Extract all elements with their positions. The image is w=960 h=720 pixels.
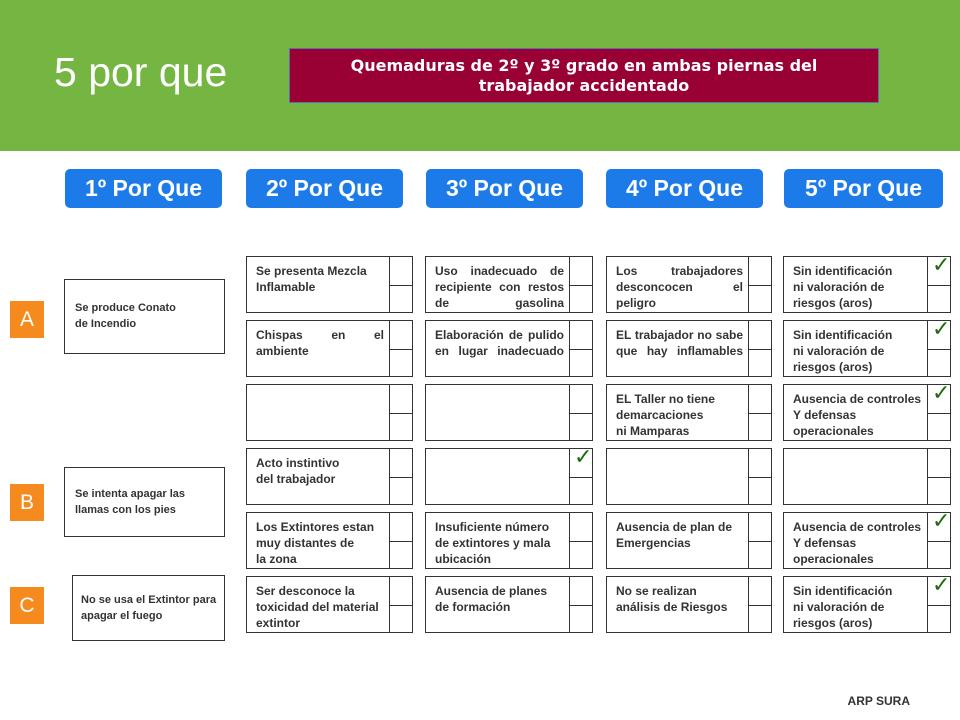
verification-square	[748, 384, 772, 414]
verification-square	[569, 605, 593, 634]
cause-cell-c3	[425, 448, 570, 505]
verification-square	[389, 605, 413, 634]
verification-square	[569, 512, 593, 542]
verification-square	[389, 576, 413, 606]
verification-square	[748, 349, 772, 378]
cause-cell-c2	[246, 512, 390, 569]
cause-text-c4: Ausencia de plan de Emergencias	[616, 520, 733, 550]
cause-text-c2: Se presenta Mezcla Inflamable	[256, 264, 367, 294]
first-cause-b-text: Se intenta apagar las llamas con los pies	[75, 488, 186, 516]
cause-text-c3: Insuficiente número de extintores y mala ubicación	[435, 520, 551, 566]
cause-text-c5: Sin identificación ni valoración de riesgos (aros)	[793, 328, 893, 374]
cause-text-c5: Ausencia de controles Y defensas operacionales	[793, 520, 922, 566]
cause-cell-c5	[783, 320, 928, 377]
cause-cell-c4	[606, 512, 749, 569]
verification-square	[389, 448, 413, 478]
verification-square	[748, 576, 772, 606]
cause-cell-c2	[246, 256, 390, 313]
verification-square	[389, 413, 413, 442]
verification-square	[569, 285, 593, 314]
first-cause-c	[72, 575, 225, 641]
cause-cell-c4	[606, 576, 749, 633]
verification-square	[569, 541, 593, 570]
cause-cell-c4	[606, 256, 749, 313]
cause-cell-c4	[606, 448, 749, 505]
cause-text-c2: Los Extintores estan muy distantes de la zona	[256, 520, 375, 566]
cause-text-c3: Elaboración de pulido en lugar inadecuado	[435, 328, 564, 358]
cause-cell-c4	[606, 384, 749, 441]
cause-cell-c3	[425, 512, 570, 569]
verification-square	[748, 256, 772, 286]
check-mark-icon: ✓	[932, 380, 951, 405]
cause-text-c2: Ser desconoce la toxicidad del material extintor	[256, 584, 379, 630]
verification-square	[927, 413, 951, 442]
verification-square	[927, 541, 951, 570]
first-cause-b	[64, 467, 225, 537]
verification-square	[389, 384, 413, 414]
cause-text-c5: Ausencia de controles Y defensas operacionales	[793, 392, 922, 438]
cause-text-c3: Ausencia de planes de formación	[435, 584, 548, 614]
cause-text-c5: Sin identificación ni valoración de riesgos (aros)	[793, 264, 893, 310]
cause-text-c4: Los trabajadores desconcocen el peligro	[616, 264, 743, 310]
column-header-4: 4º Por Que	[606, 169, 763, 208]
cause-cell-c2	[246, 448, 390, 505]
verification-square	[748, 285, 772, 314]
cause-text-c2: Acto instintivo del trabajador	[256, 456, 340, 486]
cause-cell-c3	[425, 576, 570, 633]
verification-square	[389, 541, 413, 570]
problem-statement: Quemaduras de 2º y 3º grado en ambas piernas del trabajador accidentado	[289, 48, 879, 103]
cause-cell-c3	[425, 320, 570, 377]
cause-text-c4: EL trabajador no sabe que hay inflamables	[616, 328, 743, 358]
column-header-1: 1º Por Que	[65, 169, 222, 208]
group-tab-c: C	[10, 587, 44, 624]
check-mark-icon: ✓	[932, 508, 951, 533]
verification-square	[927, 285, 951, 314]
column-header-2: 2º Por Que	[246, 169, 403, 208]
cause-cell-c5	[783, 576, 928, 633]
verification-square	[748, 413, 772, 442]
cause-text-c5: Sin identificación ni valoración de riesgos (aros)	[793, 584, 893, 630]
cause-cell-c3	[425, 256, 570, 313]
verification-square	[569, 349, 593, 378]
page-title: 5 por que	[54, 49, 228, 95]
first-cause-a	[64, 279, 225, 354]
verification-square	[569, 477, 593, 506]
cause-text-c3: Uso inadecuado de recipiente con restos de gasolina	[435, 264, 564, 310]
verification-square	[569, 256, 593, 286]
verification-square	[389, 320, 413, 350]
verification-square	[569, 320, 593, 350]
cause-cell-c5	[783, 448, 928, 505]
verification-square	[927, 605, 951, 634]
verification-square	[389, 477, 413, 506]
cause-cell-c2	[246, 320, 390, 377]
verification-square	[927, 448, 951, 478]
group-tab-b: B	[10, 484, 44, 521]
first-cause-a-text: Se produce Conato de Incendio	[75, 302, 176, 330]
verification-square	[389, 512, 413, 542]
verification-square	[569, 413, 593, 442]
cause-text-c2: Chispas en el ambiente	[256, 328, 384, 358]
footer-brand: ARP SURA	[847, 694, 910, 708]
cause-cell-c4	[606, 320, 749, 377]
verification-square	[748, 477, 772, 506]
verification-square	[389, 256, 413, 286]
verification-square	[927, 349, 951, 378]
verification-square	[748, 448, 772, 478]
check-mark-icon: ✓	[932, 572, 951, 597]
column-header-3: 3º Por Que	[426, 169, 583, 208]
cause-cell-c2	[246, 576, 390, 633]
first-cause-c-text: No se usa el Extintor para apagar el fuego	[81, 594, 217, 622]
cause-text-c4: EL Taller no tiene demarcaciones ni Mamparas	[616, 392, 715, 438]
group-tab-a: A	[10, 301, 44, 338]
verification-square	[389, 285, 413, 314]
check-mark-icon: ✓	[932, 316, 951, 341]
verification-square	[569, 384, 593, 414]
verification-square	[748, 605, 772, 634]
cause-cell-c5	[783, 256, 928, 313]
cause-cell-c5	[783, 512, 928, 569]
cause-cell-c3	[425, 384, 570, 441]
cause-cell-c2	[246, 384, 390, 441]
verification-square	[748, 512, 772, 542]
verification-square	[748, 541, 772, 570]
verification-square	[927, 477, 951, 506]
verification-square	[389, 349, 413, 378]
check-mark-icon: ✓	[574, 444, 593, 469]
cause-cell-c5	[783, 384, 928, 441]
check-mark-icon: ✓	[932, 252, 951, 277]
verification-square	[569, 576, 593, 606]
column-header-5: 5º Por Que	[784, 169, 943, 208]
cause-text-c4: No se realizan análisis de Riesgos	[616, 584, 728, 614]
verification-square	[748, 320, 772, 350]
